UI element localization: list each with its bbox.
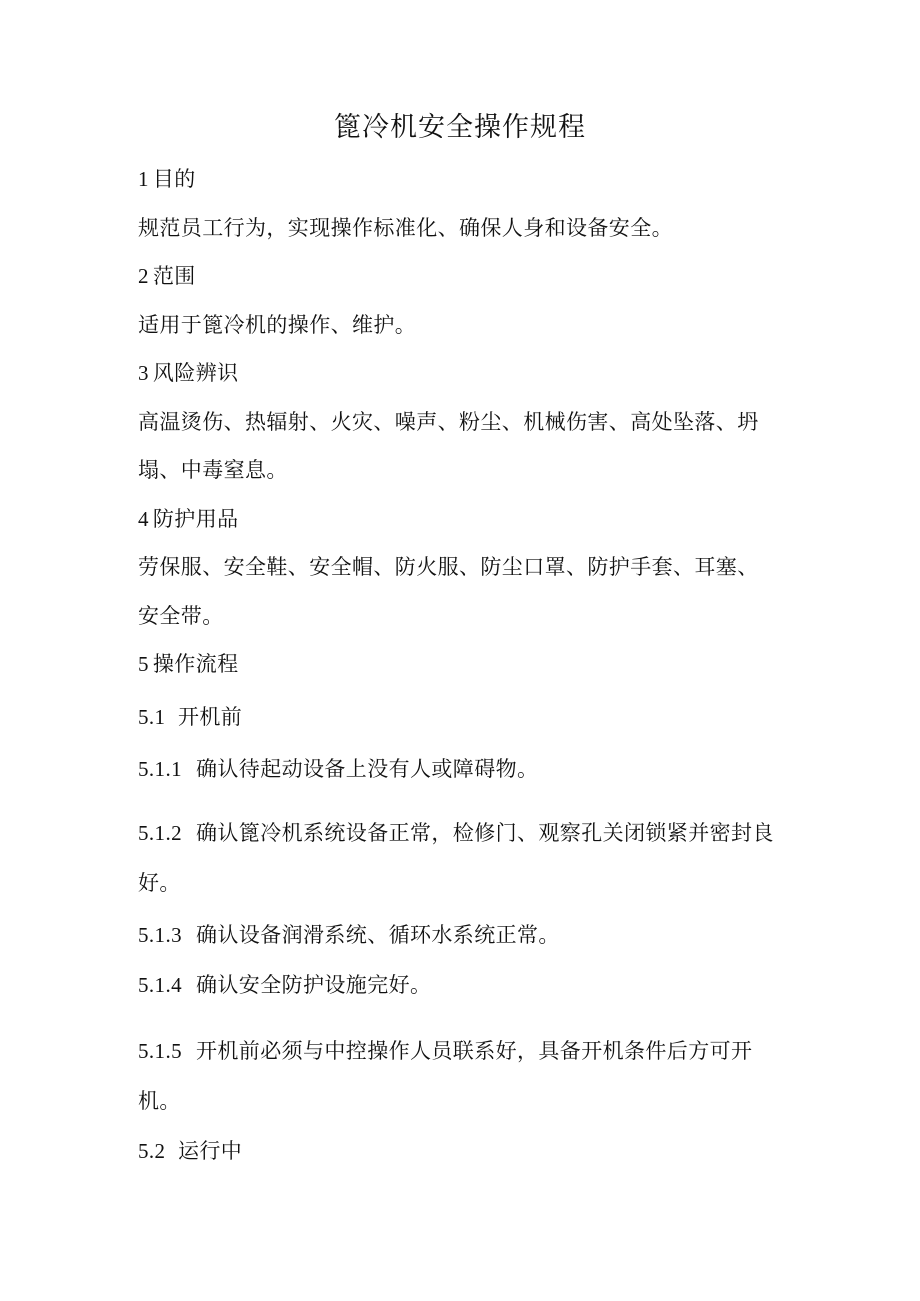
item-text: 确认安全防护设施完好。: [196, 973, 432, 997]
section-heading-risks: [138, 358, 239, 388]
item-text-line2: 好。: [138, 871, 181, 895]
subsection-heading-text: 运行中: [178, 1139, 243, 1163]
list-item: [138, 754, 538, 784]
scope-text: 适用于篦冷机的操作、维护。: [138, 313, 417, 337]
purpose-text: 规范员工行为，实现操作标准化、确保人身和设备安全。: [138, 216, 673, 240]
item-number: 5.1.3: [138, 923, 182, 947]
item-text-line1: 确认篦冷机系统设备正常，检修门、观察孔关闭锁紧并密封良: [196, 821, 774, 845]
risks-text-line1: 高温烫伤、热辐射、火灾、噪声、粉尘、机械伤害、高处坠落、坍: [138, 410, 759, 434]
subsection-heading-running: [138, 1136, 242, 1166]
section-number: 2: [138, 264, 149, 288]
subsection-heading-text: 开机前: [178, 705, 243, 729]
subsection-number: 5.2: [138, 1139, 166, 1163]
item-number: 5.1.1: [138, 757, 182, 781]
section-heading-scope: [138, 261, 196, 291]
section-number: 1: [138, 167, 149, 191]
list-item: [138, 920, 560, 950]
subsection-heading-before-start: [138, 702, 242, 732]
section-heading-text: 防护用品: [152, 507, 239, 531]
section-number: 4: [138, 507, 149, 531]
section-heading-text: 操作流程: [152, 652, 239, 676]
section-heading-text: 范围: [152, 264, 196, 288]
item-text: 确认待起动设备上没有人或障碍物。: [196, 757, 539, 781]
list-item: [138, 970, 431, 1000]
section-heading-procedure: [138, 649, 239, 679]
section-number: 3: [138, 361, 149, 385]
risks-text-line2: 塌、中毒窒息。: [138, 458, 288, 482]
list-item: [138, 1036, 752, 1066]
item-number: 5.1.2: [138, 821, 182, 845]
section-heading-ppe: [138, 504, 239, 534]
item-text-line1: 开机前必须与中控操作人员联系好，具备开机条件后方可开: [196, 1039, 753, 1063]
item-text-line2: 机。: [138, 1089, 181, 1113]
section-number: 5: [138, 652, 149, 676]
ppe-text-line2: 安全带。: [138, 604, 224, 628]
section-heading-purpose: [138, 164, 196, 194]
section-heading-text: 目的: [152, 167, 196, 191]
subsection-number: 5.1: [138, 705, 166, 729]
item-number: 5.1.5: [138, 1039, 182, 1063]
document-title: 篦冷机安全操作规程: [334, 112, 586, 143]
item-text: 确认设备润滑系统、循环水系统正常。: [196, 923, 560, 947]
section-heading-text: 风险辨识: [152, 361, 239, 385]
ppe-text-line1: 劳保服、安全鞋、安全帽、防火服、防尘口罩、防护手套、耳塞、: [138, 555, 759, 579]
item-number: 5.1.4: [138, 973, 182, 997]
list-item: [138, 818, 774, 848]
